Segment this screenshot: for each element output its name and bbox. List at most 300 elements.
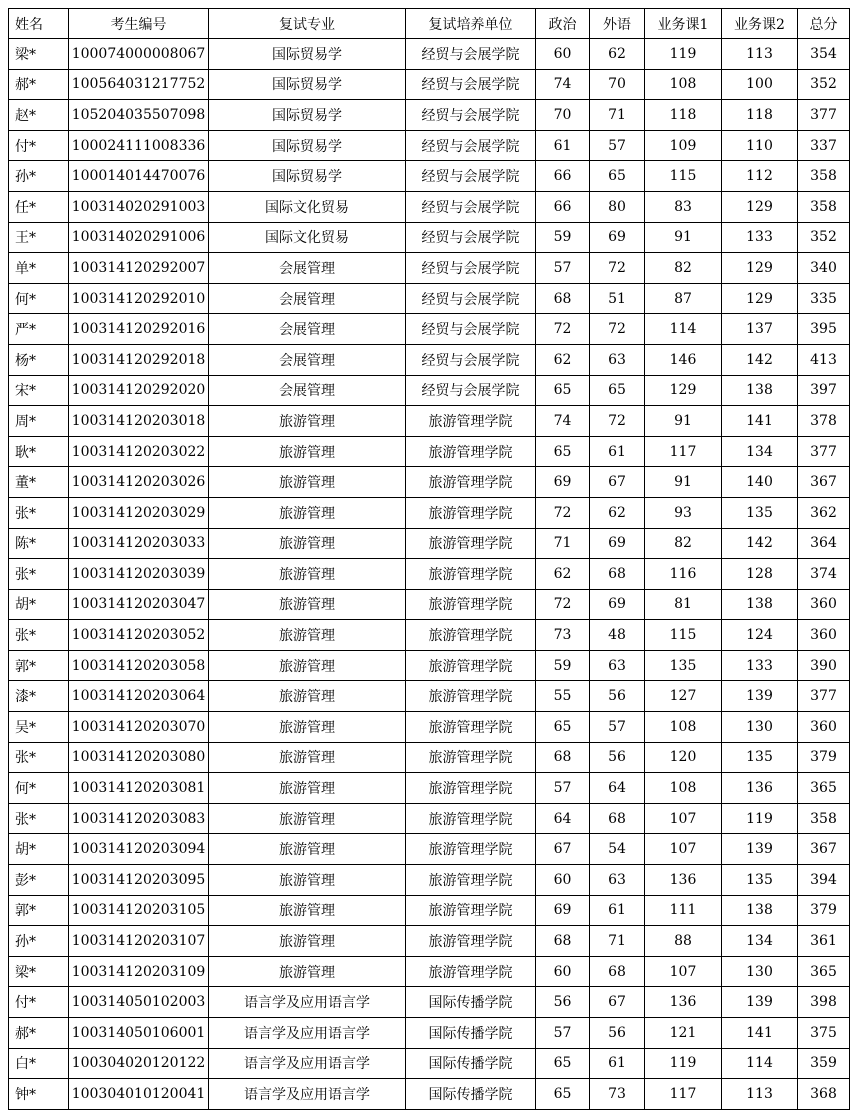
cell-course-1: 117: [645, 1079, 722, 1110]
cell-name: 严*: [9, 314, 69, 345]
cell-course-2: 134: [722, 926, 798, 957]
cell-exam-id: 100024111008336: [69, 130, 209, 161]
cell-exam-id: 100314020291006: [69, 222, 209, 253]
cell-total: 377: [798, 100, 850, 131]
cell-major: 旅游管理: [209, 589, 406, 620]
cell-course-2: 141: [722, 406, 798, 437]
cell-major: 旅游管理: [209, 712, 406, 743]
cell-exam-id: 100314120203109: [69, 956, 209, 987]
cell-course-1: 81: [645, 589, 722, 620]
cell-college: 旅游管理学院: [406, 926, 536, 957]
cell-college: 经贸与会展学院: [406, 191, 536, 222]
table-row: [9, 69, 850, 100]
cell-exam-id: 100314120203018: [69, 406, 209, 437]
cell-total: 337: [798, 130, 850, 161]
cell-politics: 59: [536, 222, 590, 253]
cell-politics: 64: [536, 803, 590, 834]
cell-name: 白*: [9, 1048, 69, 1079]
cell-total: 413: [798, 344, 850, 375]
cell-total: 377: [798, 681, 850, 712]
cell-politics: 68: [536, 283, 590, 314]
cell-total: 359: [798, 1048, 850, 1079]
cell-college: 旅游管理学院: [406, 712, 536, 743]
cell-major: 国际贸易学: [209, 161, 406, 192]
cell-major: 旅游管理: [209, 681, 406, 712]
cell-politics: 65: [536, 375, 590, 406]
cell-college: 经贸与会展学院: [406, 344, 536, 375]
cell-college: 经贸与会展学院: [406, 100, 536, 131]
cell-course-1: 82: [645, 253, 722, 284]
cell-major: 语言学及应用语言学: [209, 1048, 406, 1079]
cell-total: 364: [798, 528, 850, 559]
cell-name: 吴*: [9, 712, 69, 743]
cell-course-1: 93: [645, 497, 722, 528]
cell-major: 国际文化贸易: [209, 222, 406, 253]
cell-politics: 62: [536, 344, 590, 375]
cell-foreign-language: 69: [590, 589, 645, 620]
cell-total: 354: [798, 39, 850, 70]
cell-politics: 69: [536, 895, 590, 926]
score-table: [8, 8, 850, 1110]
cell-exam-id: 100314120203029: [69, 497, 209, 528]
cell-major: 旅游管理: [209, 865, 406, 896]
cell-total: 394: [798, 865, 850, 896]
cell-foreign-language: 56: [590, 681, 645, 712]
cell-foreign-language: 68: [590, 559, 645, 590]
cell-politics: 68: [536, 926, 590, 957]
cell-major: 旅游管理: [209, 956, 406, 987]
cell-total: 378: [798, 406, 850, 437]
cell-exam-id: 100314120203047: [69, 589, 209, 620]
cell-course-1: 82: [645, 528, 722, 559]
cell-total: 365: [798, 956, 850, 987]
cell-college: 经贸与会展学院: [406, 161, 536, 192]
cell-course-2: 130: [722, 956, 798, 987]
cell-course-1: 108: [645, 69, 722, 100]
cell-course-2: 113: [722, 39, 798, 70]
cell-college: 经贸与会展学院: [406, 375, 536, 406]
table-row: [9, 681, 850, 712]
cell-college: 经贸与会展学院: [406, 69, 536, 100]
cell-college: 国际传播学院: [406, 1048, 536, 1079]
cell-course-1: 108: [645, 712, 722, 743]
cell-total: 358: [798, 803, 850, 834]
cell-course-2: 138: [722, 895, 798, 926]
cell-politics: 72: [536, 314, 590, 345]
cell-name: 单*: [9, 253, 69, 284]
cell-total: 358: [798, 161, 850, 192]
cell-total: 360: [798, 620, 850, 651]
cell-college: 旅游管理学院: [406, 559, 536, 590]
cell-politics: 74: [536, 406, 590, 437]
table-body: [9, 39, 850, 1110]
cell-course-2: 130: [722, 712, 798, 743]
cell-college: 旅游管理学院: [406, 865, 536, 896]
cell-course-2: 139: [722, 987, 798, 1018]
cell-major: 会展管理: [209, 283, 406, 314]
cell-name: 胡*: [9, 589, 69, 620]
cell-exam-id: 100314120203094: [69, 834, 209, 865]
cell-college: 旅游管理学院: [406, 589, 536, 620]
cell-politics: 66: [536, 191, 590, 222]
header-politics: 政治: [536, 9, 590, 39]
cell-major: 旅游管理: [209, 895, 406, 926]
cell-politics: 60: [536, 39, 590, 70]
cell-exam-id: 100314120203095: [69, 865, 209, 896]
cell-name: 耿*: [9, 436, 69, 467]
cell-course-2: 134: [722, 436, 798, 467]
cell-politics: 69: [536, 467, 590, 498]
cell-course-2: 133: [722, 650, 798, 681]
cell-course-2: 118: [722, 100, 798, 131]
cell-name: 钟*: [9, 1079, 69, 1110]
header-row: [9, 9, 850, 39]
cell-name: 陈*: [9, 528, 69, 559]
cell-major: 旅游管理: [209, 406, 406, 437]
table-row: [9, 375, 850, 406]
cell-college: 国际传播学院: [406, 987, 536, 1018]
cell-foreign-language: 65: [590, 375, 645, 406]
cell-exam-id: 100314120203080: [69, 742, 209, 773]
cell-name: 宋*: [9, 375, 69, 406]
cell-name: 何*: [9, 773, 69, 804]
table-row: [9, 1048, 850, 1079]
cell-college: 旅游管理学院: [406, 834, 536, 865]
cell-course-1: 115: [645, 620, 722, 651]
cell-exam-id: 105204035507098: [69, 100, 209, 131]
cell-course-1: 87: [645, 283, 722, 314]
cell-politics: 61: [536, 130, 590, 161]
cell-foreign-language: 62: [590, 497, 645, 528]
cell-name: 何*: [9, 283, 69, 314]
header-foreign-language: 外语: [590, 9, 645, 39]
cell-exam-id: 100564031217752: [69, 69, 209, 100]
table-row: [9, 283, 850, 314]
cell-name: 孙*: [9, 926, 69, 957]
cell-total: 362: [798, 497, 850, 528]
cell-foreign-language: 61: [590, 436, 645, 467]
cell-course-2: 119: [722, 803, 798, 834]
cell-course-2: 142: [722, 528, 798, 559]
cell-major: 会展管理: [209, 253, 406, 284]
cell-college: 旅游管理学院: [406, 773, 536, 804]
cell-total: 367: [798, 467, 850, 498]
cell-total: 360: [798, 712, 850, 743]
table-row: [9, 987, 850, 1018]
cell-name: 郭*: [9, 650, 69, 681]
cell-college: 旅游管理学院: [406, 803, 536, 834]
cell-exam-id: 100314120203107: [69, 926, 209, 957]
cell-total: 360: [798, 589, 850, 620]
cell-politics: 57: [536, 1018, 590, 1049]
cell-college: 旅游管理学院: [406, 528, 536, 559]
cell-course-1: 91: [645, 467, 722, 498]
cell-major: 国际贸易学: [209, 69, 406, 100]
cell-course-1: 119: [645, 39, 722, 70]
cell-course-1: 117: [645, 436, 722, 467]
cell-major: 国际贸易学: [209, 130, 406, 161]
cell-foreign-language: 71: [590, 100, 645, 131]
cell-politics: 56: [536, 987, 590, 1018]
cell-foreign-language: 62: [590, 39, 645, 70]
cell-name: 张*: [9, 620, 69, 651]
cell-total: 379: [798, 742, 850, 773]
cell-major: 旅游管理: [209, 650, 406, 681]
cell-college: 经贸与会展学院: [406, 283, 536, 314]
cell-exam-id: 100314120292016: [69, 314, 209, 345]
cell-college: 旅游管理学院: [406, 620, 536, 651]
cell-total: 379: [798, 895, 850, 926]
table-row: [9, 528, 850, 559]
cell-course-1: 107: [645, 834, 722, 865]
cell-name: 付*: [9, 130, 69, 161]
cell-name: 周*: [9, 406, 69, 437]
cell-college: 经贸与会展学院: [406, 39, 536, 70]
table-row: [9, 773, 850, 804]
cell-course-1: 111: [645, 895, 722, 926]
cell-foreign-language: 48: [590, 620, 645, 651]
cell-course-2: 100: [722, 69, 798, 100]
table-row: [9, 1079, 850, 1110]
cell-major: 旅游管理: [209, 620, 406, 651]
cell-major: 语言学及应用语言学: [209, 1018, 406, 1049]
table-row: [9, 344, 850, 375]
cell-course-1: 146: [645, 344, 722, 375]
cell-foreign-language: 65: [590, 161, 645, 192]
cell-college: 旅游管理学院: [406, 467, 536, 498]
cell-college: 旅游管理学院: [406, 956, 536, 987]
cell-foreign-language: 68: [590, 803, 645, 834]
cell-exam-id: 100314120203081: [69, 773, 209, 804]
cell-politics: 73: [536, 620, 590, 651]
cell-major: 语言学及应用语言学: [209, 1079, 406, 1110]
cell-politics: 60: [536, 956, 590, 987]
cell-politics: 65: [536, 1048, 590, 1079]
cell-politics: 65: [536, 712, 590, 743]
cell-course-2: 138: [722, 589, 798, 620]
cell-exam-id: 100314120292007: [69, 253, 209, 284]
cell-name: 张*: [9, 497, 69, 528]
cell-course-2: 133: [722, 222, 798, 253]
cell-name: 郝*: [9, 1018, 69, 1049]
cell-course-1: 83: [645, 191, 722, 222]
cell-college: 经贸与会展学院: [406, 222, 536, 253]
cell-foreign-language: 61: [590, 1048, 645, 1079]
cell-politics: 72: [536, 497, 590, 528]
cell-foreign-language: 70: [590, 69, 645, 100]
cell-politics: 67: [536, 834, 590, 865]
cell-name: 任*: [9, 191, 69, 222]
table-row: [9, 497, 850, 528]
cell-exam-id: 100314120203026: [69, 467, 209, 498]
cell-college: 经贸与会展学院: [406, 253, 536, 284]
cell-exam-id: 100314120203070: [69, 712, 209, 743]
cell-course-1: 127: [645, 681, 722, 712]
cell-course-2: 110: [722, 130, 798, 161]
table-row: [9, 222, 850, 253]
cell-politics: 62: [536, 559, 590, 590]
cell-course-2: 128: [722, 559, 798, 590]
cell-exam-id: 100314120203022: [69, 436, 209, 467]
table-row: [9, 589, 850, 620]
cell-exam-id: 100314120203058: [69, 650, 209, 681]
cell-college: 旅游管理学院: [406, 650, 536, 681]
cell-name: 郝*: [9, 69, 69, 100]
cell-course-2: 141: [722, 1018, 798, 1049]
cell-foreign-language: 69: [590, 528, 645, 559]
cell-course-1: 135: [645, 650, 722, 681]
table-row: [9, 130, 850, 161]
cell-total: 358: [798, 191, 850, 222]
table-row: [9, 467, 850, 498]
cell-total: 398: [798, 987, 850, 1018]
cell-exam-id: 100314120203039: [69, 559, 209, 590]
cell-politics: 55: [536, 681, 590, 712]
cell-exam-id: 100314120203033: [69, 528, 209, 559]
table-row: [9, 314, 850, 345]
cell-politics: 68: [536, 742, 590, 773]
cell-total: 335: [798, 283, 850, 314]
cell-course-2: 140: [722, 467, 798, 498]
cell-major: 旅游管理: [209, 926, 406, 957]
cell-major: 旅游管理: [209, 436, 406, 467]
cell-foreign-language: 51: [590, 283, 645, 314]
cell-total: 395: [798, 314, 850, 345]
table-row: [9, 1018, 850, 1049]
cell-college: 旅游管理学院: [406, 436, 536, 467]
cell-course-1: 136: [645, 987, 722, 1018]
cell-course-1: 119: [645, 1048, 722, 1079]
header-course-1: 业务课1: [645, 9, 722, 39]
cell-foreign-language: 61: [590, 895, 645, 926]
cell-college: 旅游管理学院: [406, 895, 536, 926]
cell-politics: 60: [536, 865, 590, 896]
cell-course-1: 88: [645, 926, 722, 957]
cell-course-2: 135: [722, 865, 798, 896]
cell-exam-id: 100314050102003: [69, 987, 209, 1018]
cell-exam-id: 100314120203083: [69, 803, 209, 834]
header-course-2: 业务课2: [722, 9, 798, 39]
cell-major: 会展管理: [209, 314, 406, 345]
cell-major: 国际贸易学: [209, 100, 406, 131]
cell-college: 国际传播学院: [406, 1018, 536, 1049]
cell-course-2: 124: [722, 620, 798, 651]
cell-foreign-language: 63: [590, 344, 645, 375]
cell-course-1: 129: [645, 375, 722, 406]
cell-major: 旅游管理: [209, 497, 406, 528]
cell-foreign-language: 54: [590, 834, 645, 865]
cell-foreign-language: 63: [590, 865, 645, 896]
cell-course-2: 136: [722, 773, 798, 804]
cell-course-1: 116: [645, 559, 722, 590]
cell-course-1: 91: [645, 222, 722, 253]
header-college: 复试培养单位: [406, 9, 536, 39]
cell-total: 368: [798, 1079, 850, 1110]
cell-foreign-language: 80: [590, 191, 645, 222]
cell-exam-id: 100014014470076: [69, 161, 209, 192]
table-row: [9, 712, 850, 743]
cell-name: 张*: [9, 803, 69, 834]
cell-name: 董*: [9, 467, 69, 498]
cell-course-2: 135: [722, 742, 798, 773]
cell-name: 彭*: [9, 865, 69, 896]
cell-exam-id: 100304020120122: [69, 1048, 209, 1079]
cell-course-1: 136: [645, 865, 722, 896]
cell-foreign-language: 72: [590, 253, 645, 284]
cell-exam-id: 100314120203052: [69, 620, 209, 651]
cell-total: 352: [798, 69, 850, 100]
cell-politics: 65: [536, 436, 590, 467]
cell-foreign-language: 67: [590, 987, 645, 1018]
cell-foreign-language: 67: [590, 467, 645, 498]
cell-foreign-language: 57: [590, 712, 645, 743]
cell-major: 旅游管理: [209, 834, 406, 865]
cell-total: 340: [798, 253, 850, 284]
cell-foreign-language: 73: [590, 1079, 645, 1110]
cell-course-2: 113: [722, 1079, 798, 1110]
table-row: [9, 650, 850, 681]
cell-course-2: 138: [722, 375, 798, 406]
cell-politics: 65: [536, 1079, 590, 1110]
cell-college: 旅游管理学院: [406, 497, 536, 528]
cell-foreign-language: 56: [590, 742, 645, 773]
cell-course-2: 137: [722, 314, 798, 345]
cell-name: 张*: [9, 742, 69, 773]
table-row: [9, 253, 850, 284]
cell-name: 付*: [9, 987, 69, 1018]
cell-foreign-language: 69: [590, 222, 645, 253]
cell-total: 365: [798, 773, 850, 804]
cell-course-2: 114: [722, 1048, 798, 1079]
cell-exam-id: 100314120292018: [69, 344, 209, 375]
cell-major: 旅游管理: [209, 773, 406, 804]
cell-major: 语言学及应用语言学: [209, 987, 406, 1018]
cell-politics: 57: [536, 253, 590, 284]
cell-course-2: 142: [722, 344, 798, 375]
cell-foreign-language: 68: [590, 956, 645, 987]
cell-exam-id: 100314050106001: [69, 1018, 209, 1049]
cell-major: 旅游管理: [209, 559, 406, 590]
table-row: [9, 100, 850, 131]
cell-name: 胡*: [9, 834, 69, 865]
cell-foreign-language: 64: [590, 773, 645, 804]
cell-exam-id: 100314120292010: [69, 283, 209, 314]
cell-foreign-language: 72: [590, 314, 645, 345]
cell-course-2: 129: [722, 283, 798, 314]
cell-foreign-language: 56: [590, 1018, 645, 1049]
cell-politics: 72: [536, 589, 590, 620]
cell-major: 会展管理: [209, 375, 406, 406]
table-row: [9, 834, 850, 865]
cell-course-1: 115: [645, 161, 722, 192]
cell-politics: 59: [536, 650, 590, 681]
table-row: [9, 39, 850, 70]
table-row: [9, 620, 850, 651]
cell-course-1: 108: [645, 773, 722, 804]
cell-major: 国际贸易学: [209, 39, 406, 70]
cell-politics: 70: [536, 100, 590, 131]
cell-course-2: 129: [722, 253, 798, 284]
header-exam-id: 考生编号: [69, 9, 209, 39]
cell-foreign-language: 57: [590, 130, 645, 161]
cell-foreign-language: 71: [590, 926, 645, 957]
cell-name: 杨*: [9, 344, 69, 375]
table-row: [9, 956, 850, 987]
cell-name: 张*: [9, 559, 69, 590]
header-total: 总分: [798, 9, 850, 39]
cell-course-1: 118: [645, 100, 722, 131]
table-row: [9, 895, 850, 926]
